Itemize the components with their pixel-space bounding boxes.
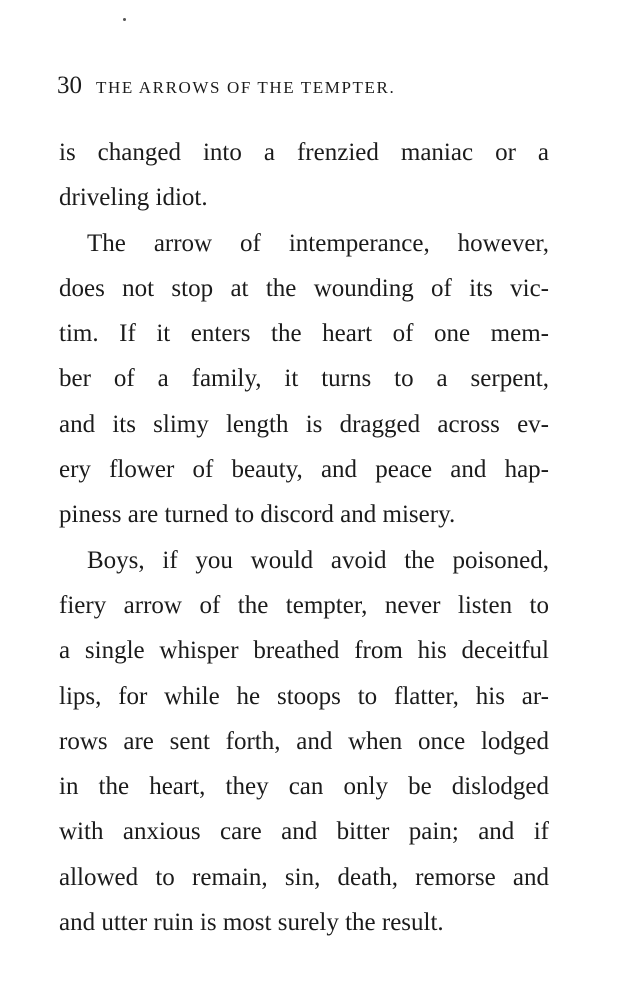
text-line: driveling idiot. xyxy=(59,184,208,212)
text-line: Boys, if you would avoid the poisoned, xyxy=(87,546,549,574)
text-line: lips, for while he stoops to flatter, his ar- xyxy=(59,682,549,710)
text-line: and utter ruin is most surely the result. xyxy=(59,909,444,937)
text-line: in the heart, they can only be dislodged xyxy=(59,773,549,801)
text-line: tim. If it enters the heart of one mem- xyxy=(59,320,549,348)
paragraph-3 xyxy=(59,538,549,946)
text-line: does not stop at the wounding of its vic- xyxy=(59,274,549,302)
text-line: piness are turned to discord and misery. xyxy=(59,501,456,529)
paragraph-2 xyxy=(59,221,549,538)
paragraph-1 xyxy=(59,130,549,221)
text-line: ery flower of beauty, and peace and hap- xyxy=(59,456,549,484)
text-line: rows are sent forth, and when once lodged xyxy=(59,727,549,755)
paper-speck xyxy=(123,18,126,21)
running-title: THE ARROWS OF THE TEMPTER. xyxy=(96,78,396,97)
page-number: 30 xyxy=(57,72,82,99)
text-line: ber of a family, it turns to a serpent, xyxy=(59,365,549,393)
text-line: fiery arrow of the tempter, never listen to xyxy=(59,591,549,619)
body-text xyxy=(59,130,549,945)
text-line: a single whisper breathed from his deceitful xyxy=(59,637,549,665)
text-line: The arrow of intemperance, however, xyxy=(87,229,549,257)
text-line: with anxious care and bitter pain; and if xyxy=(59,818,549,846)
text-line: and its slimy length is dragged across ev- xyxy=(59,410,549,438)
text-line: is changed into a frenzied maniac or a xyxy=(59,139,549,166)
text-line: allowed to remain, sin, death, remorse and xyxy=(59,863,549,891)
running-head xyxy=(57,72,497,102)
